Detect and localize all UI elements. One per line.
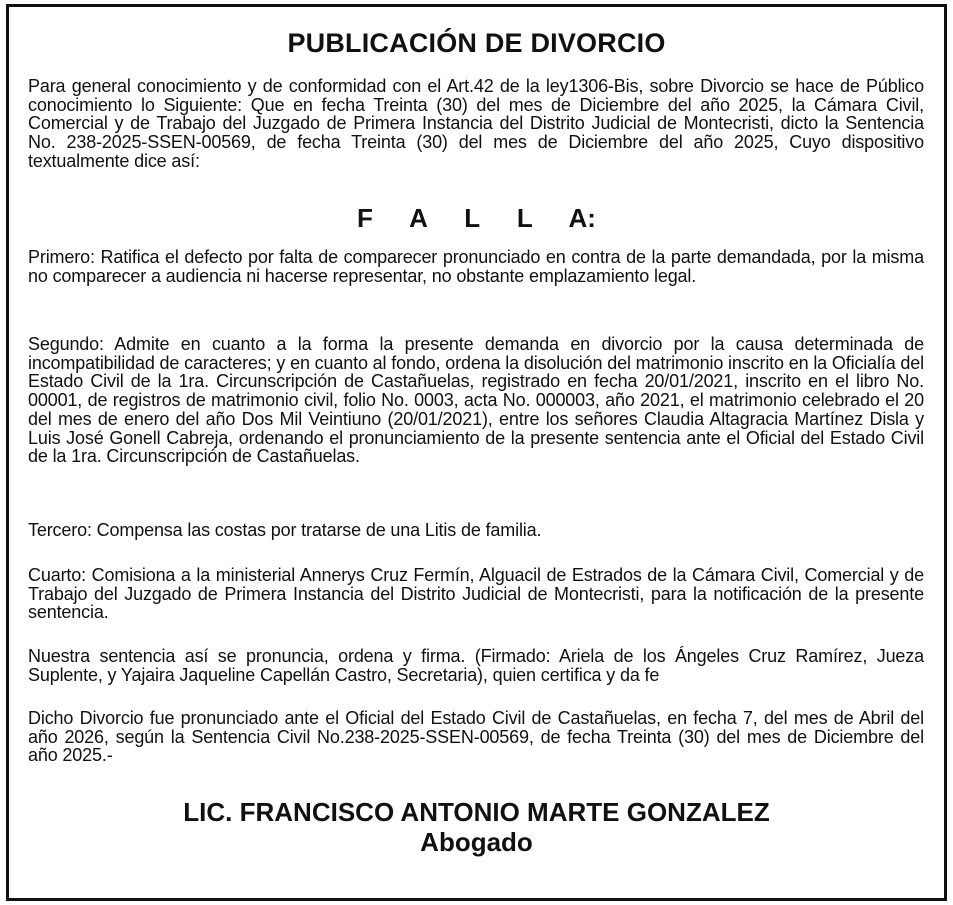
segundo-paragraph: Segundo: Admite en cuanto a la forma la presente demanda en divorcio por la causa determinada de incompatibilidad de caracteres; y en cuanto al fondo, ordena la disolución del matrimonio inscrito en la Oficialía del Estado Civil de la 1ra. Circunscripción de Castañuelas, registrado en fecha 20/01/2021, inscrito en el libro No. 00001, de registros de matrimonio civil, folio No. 0003, acta No. 000003, año 2021, el matrimonio celebrado el 20 del mes de enero del año Dos Mil Veintiuno (20/01/2021), entre los señores Claudia Altagracia Martínez Disla y Luis José Gonell Cabreja, ordenando el pronunciamiento de la presente sentencia ante el Oficial del Estado Civil de la 1ra. Circunscripción de Castañuelas. xyxy=(28,334,924,467)
cierre-paragraph: Dicho Divorcio fue pronunciado ante el Oficial del Estado Civil de Castañuelas, en fecha 7, del mes de Abril del año 2026, según la Sentencia Civil No.238-2025-SSEN-00569, de fecha Treinta (30) del mes de Diciembre del año 2025.- xyxy=(28,708,924,766)
primero-paragraph: Primero: Ratifica el defecto por falta de comparecer pronunciado en contra de la parte demandada, por la misma no comparecer a audiencia ni hacerse representar, no obstante emplazamiento legal. xyxy=(28,247,924,286)
signer-title: Abogado xyxy=(420,827,533,857)
notice-title: PUBLICACIÓN DE DIVORCIO xyxy=(287,28,666,58)
falla-heading: F A L L A: xyxy=(357,203,596,233)
cuarto-paragraph: Cuarto: Comisiona a la ministerial Annerys Cruz Fermín, Alguacil de Estrados de la Cámara Civil, Comercial y de Trabajo del Juzgado de Primera Instancia del Distrito Judicial de Montecristi, para la notificación de la presente sentencia. xyxy=(28,565,924,623)
tercero-paragraph: Tercero: Compensa las costas por tratarse de una Litis de familia. xyxy=(28,520,542,540)
firma-paragraph: Nuestra sentencia así se pronuncia, ordena y firma. (Firmado: Ariela de los Ángeles Cruz Ramírez, Jueza Suplente, y Yajaira Jaqueline Capellán Castro, Secretaria), quien certifica y da fe xyxy=(28,646,924,685)
divorce-notice xyxy=(6,4,947,901)
signer-name: LIC. FRANCISCO ANTONIO MARTE GONZALEZ xyxy=(183,797,770,827)
intro-paragraph: Para general conocimiento y de conformidad con el Art.42 de la ley1306-Bis, sobre Divorcio se hace de Público conocimiento lo Siguiente: Que en fecha Treinta (30) del mes de Diciembre del año 2025, la Cámara Civil, Comercial y de Trabajo del Juzgado de Primera Instancia del Distrito Judicial de Montecristi, dicto la Sentencia No. 238-2025-SSEN-00569, de fecha Treinta (30) del mes de Diciembre del año 2025, Cuyo dispositivo textualmente dice así: xyxy=(28,76,924,171)
